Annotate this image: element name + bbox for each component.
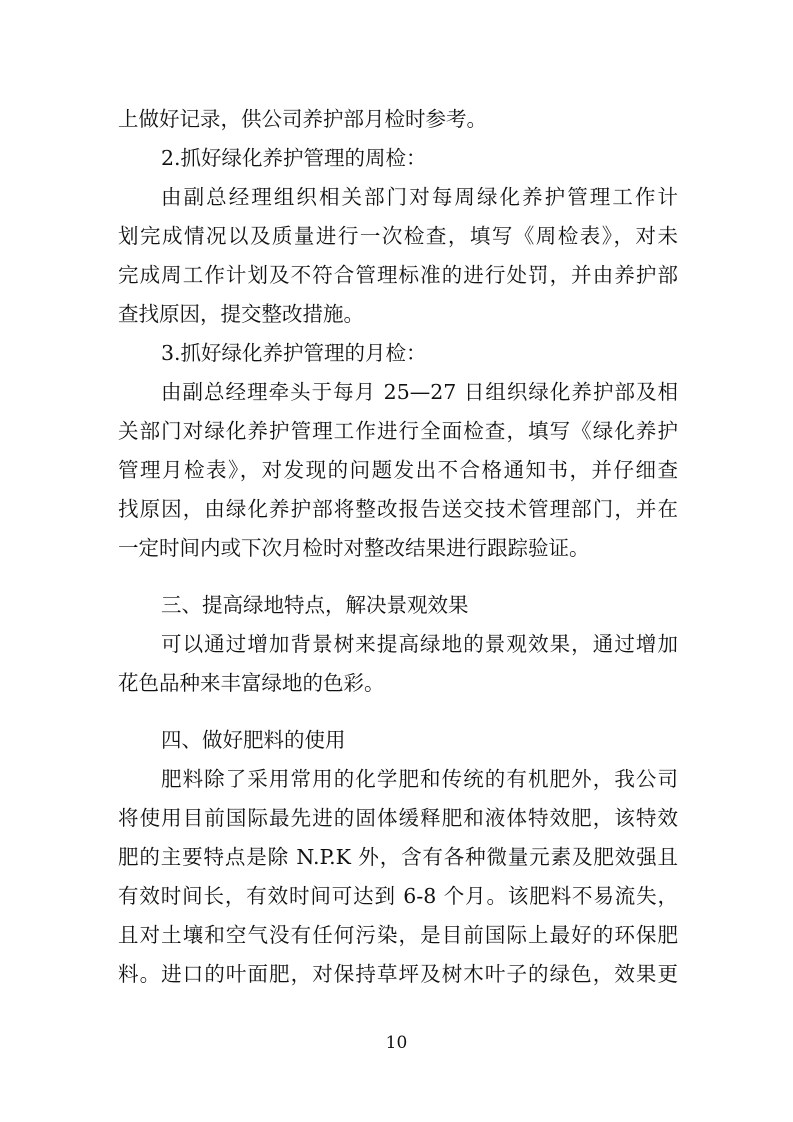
section-heading: 2.抓好绿化养护管理的周检：	[161, 146, 427, 170]
paragraph-line: 将使用目前国际最先进的固体缓释肥和液体特效肥，该特效	[118, 806, 678, 830]
paragraph-line: 由副总经理组织相关部门对每周绿化养护管理工作计	[161, 185, 678, 209]
paragraph-line: 有效时间长，有效时间可达到 6-8 个月。该肥料不易流失，	[118, 884, 678, 908]
paragraph-line: 完成周工作计划及不符合管理标准的进行处罚，并由养护部	[118, 263, 678, 287]
paragraph-line: 关部门对绿化养护管理工作进行全面检查，填写《绿化养护	[118, 419, 678, 443]
section-heading: 3.抓好绿化养护管理的月检：	[161, 341, 427, 365]
paragraph-line: 可以通过增加背景树来提高绿地的景观效果，通过增加	[161, 632, 678, 656]
paragraph-line: 划完成情况以及质量进行一次检查，填写《周检表》，对未	[118, 224, 678, 248]
section-heading: 四、做好肥料的使用	[161, 728, 346, 752]
paragraph-line: 上做好记录，供公司养护部月检时参考。	[118, 107, 487, 131]
paragraph-line: 管理月检表》，对发现的问题发出不合格通知书，并仔细查	[118, 458, 678, 482]
paragraph-line: 一定时间内或下次月检时对整改结果进行跟踪验证。	[118, 536, 590, 560]
page-number: 10	[385, 1033, 408, 1053]
paragraph-line: 肥料除了采用常用的化学肥和传统的有机肥外，我公司	[161, 767, 678, 791]
paragraph-line: 找原因，由绿化养护部将整改报告送交技术管理部门，并在	[118, 497, 678, 521]
paragraph-line: 肥的主要特点是除 N.P.K 外，含有各种微量元素及肥效强且	[118, 845, 678, 869]
paragraph-line: 料。进口的叶面肥，对保持草坪及树木叶子的绿色，效果更	[118, 962, 678, 986]
paragraph-line: 由副总经理牵头于每月 25—27 日组织绿化养护部及相	[161, 380, 678, 404]
paragraph-line: 且对土壤和空气没有任何污染，是目前国际上最好的环保肥	[118, 923, 678, 947]
paragraph-line: 查找原因，提交整改措施。	[118, 302, 364, 326]
section-heading: 三、提高绿地特点，解决景观效果	[161, 593, 469, 617]
paragraph-line: 花色品种来丰富绿地的色彩。	[118, 671, 385, 695]
